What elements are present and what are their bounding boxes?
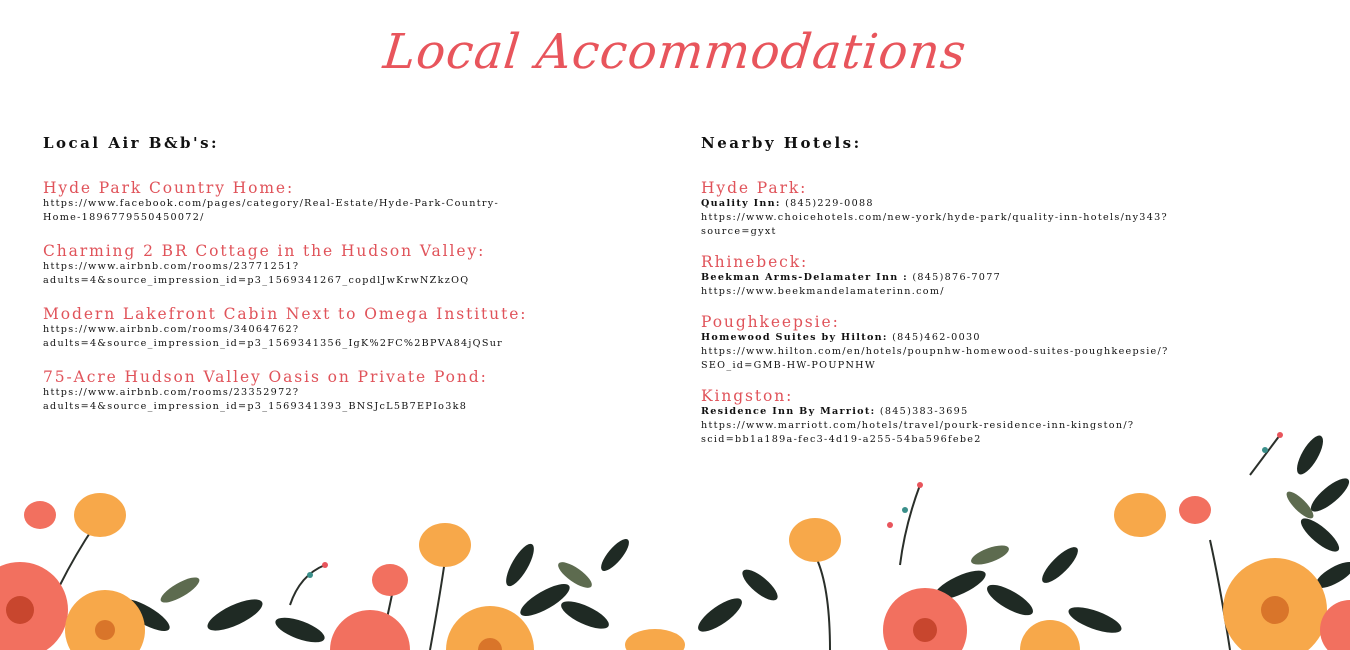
- hotel-name: Quality Inn:: [701, 198, 781, 209]
- entry-title: Poughkeepsie:: [701, 313, 840, 331]
- hotel-name: Beekman Arms-Delamater Inn :: [701, 272, 908, 283]
- hotel-phone: (845)383-3695: [875, 406, 969, 417]
- entry-link[interactable]: https://www.choicehotels.com/new-york/hyde-park/quality-inn-hotels/ny343? source=gyxt: [701, 212, 1168, 237]
- entry-link[interactable]: https://www.facebook.com/pages/category/Real-Estate/Hyde-Park-Country- Home-1896779550450072/: [43, 198, 500, 223]
- entry-link[interactable]: https://www.airbnb.com/rooms/23352972? adults=4&source_impression_id=p3_1569341393_BNSJcL5B7EPIo3k8: [43, 387, 468, 412]
- entry-title: Charming 2 BR Cottage in the Hudson Valley:: [43, 242, 486, 260]
- entry-title: Hyde Park Country Home:: [43, 179, 295, 197]
- hotel-name: Homewood Suites by Hilton:: [701, 332, 888, 343]
- entry-link[interactable]: https://www.beekmandelamaterinn.com/: [701, 286, 945, 297]
- airbnb-entry: [43, 179, 643, 225]
- entry-link[interactable]: https://www.hilton.com/en/hotels/poupnhw-homewood-suites-poughkeepsie/? SEO_id=GMB-HW-POUPNHW: [701, 346, 1169, 371]
- entry-title: Rhinebeck:: [701, 253, 809, 271]
- hotel-entry: [701, 253, 1301, 299]
- hotel-contact: [701, 197, 1301, 211]
- hotel-phone: (845)229-0088: [780, 198, 874, 209]
- airbnb-entry: [43, 305, 643, 351]
- floral-border-decoration: [0, 415, 1350, 650]
- entry-title: Kingston:: [701, 387, 794, 405]
- entry-title: Modern Lakefront Cabin Next to Omega Institute:: [43, 305, 528, 323]
- page-title: Local Accommodations: [380, 24, 970, 80]
- entry-title: 75-Acre Hudson Valley Oasis on Private Pond:: [43, 368, 488, 386]
- hotel-name: Residence Inn By Marriot:: [701, 406, 876, 417]
- hotel-entry: [701, 313, 1301, 373]
- hotels-column: [701, 134, 1301, 461]
- entry-link[interactable]: https://www.airbnb.com/rooms/23771251? adults=4&source_impression_id=p3_1569341267_copdlJwKrwNZkzOQ: [43, 261, 470, 286]
- entry-link[interactable]: https://www.marriott.com/hotels/travel/pourk-residence-inn-kingston/? scid=bb1a189a-fec3-4d19-a255-54ba596febe2: [701, 420, 1135, 445]
- hotel-phone: (845)876-7077: [907, 272, 1001, 283]
- hotels-heading: Nearby Hotels:: [701, 134, 862, 152]
- hotel-contact: [701, 271, 1301, 285]
- entry-link[interactable]: https://www.airbnb.com/rooms/34064762? adults=4&source_impression_id=p3_1569341356_IgK%2FC%2BPVA84jQSur: [43, 324, 504, 349]
- airbnb-entry: [43, 368, 643, 414]
- hotel-phone: (845)462-0030: [887, 332, 981, 343]
- hotel-entry: [701, 179, 1301, 239]
- airbnb-heading: Local Air B&b's:: [43, 134, 220, 152]
- hotel-contact: [701, 331, 1301, 345]
- entry-title: Hyde Park:: [701, 179, 808, 197]
- airbnb-entry: [43, 242, 643, 288]
- airbnb-column: [43, 134, 643, 431]
